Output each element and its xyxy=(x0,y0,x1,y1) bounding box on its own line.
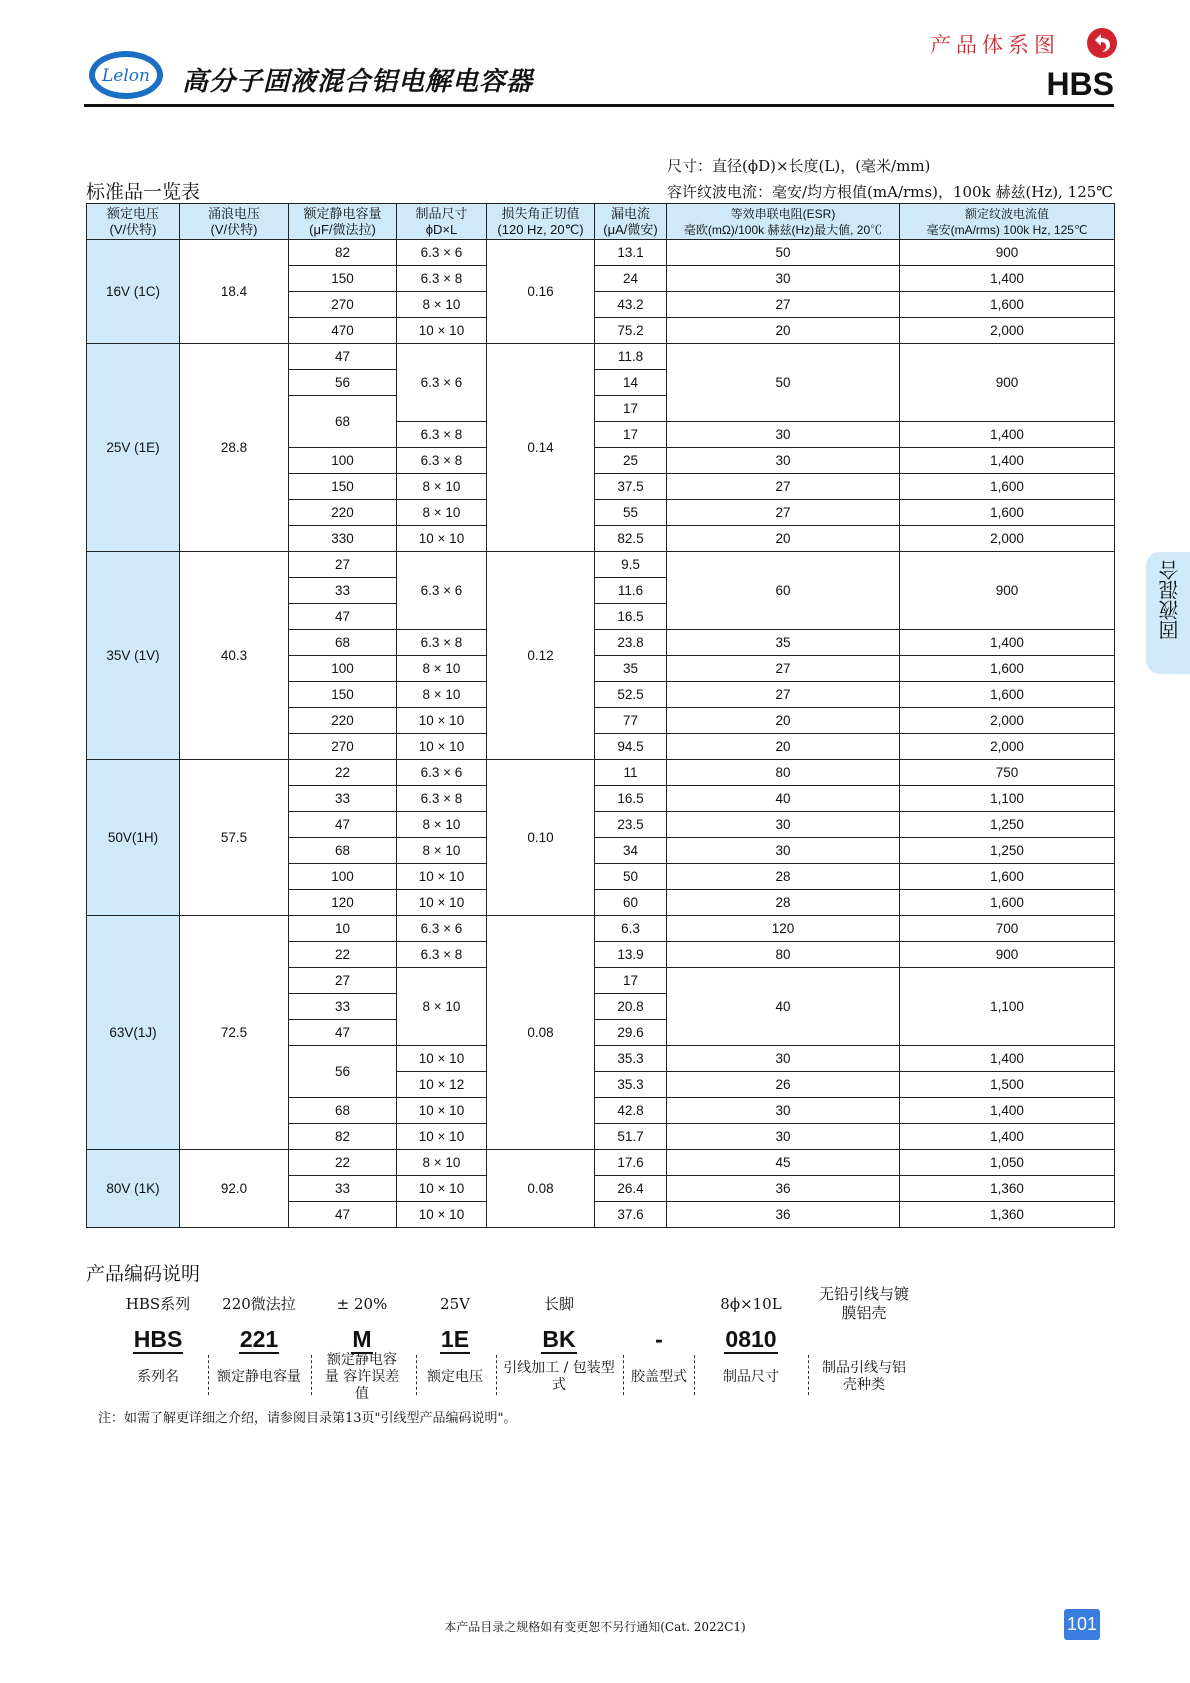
size-cell: 8 × 10 xyxy=(397,968,487,1046)
capacitance-cell: 56 xyxy=(289,1046,397,1098)
back-arrow-icon[interactable] xyxy=(1086,27,1118,59)
leakage-cell: 43.2 xyxy=(595,292,667,318)
size-cell: 8 × 10 xyxy=(397,1150,487,1176)
esr-cell: 30 xyxy=(667,1098,900,1124)
leakage-cell: 17 xyxy=(595,396,667,422)
code-value xyxy=(863,1326,865,1352)
rated-voltage-cell: 63V(1J) xyxy=(87,916,180,1150)
esr-cell: 30 xyxy=(667,422,900,448)
logo-text: Lelon xyxy=(102,66,150,86)
leakage-cell: 13.9 xyxy=(595,942,667,968)
code-desc: 制品引线与铝壳种类 xyxy=(822,1360,906,1393)
code-desc: 额定静电容量 xyxy=(217,1368,301,1385)
ripple-note: 容许纹波电流：毫安/均方根值(mA/rms)，100k 赫兹(Hz), 125℃ xyxy=(667,183,1114,201)
surge-voltage-cell: 40.3 xyxy=(180,552,289,760)
code-value: 221 xyxy=(239,1326,279,1352)
capacitance-cell: 68 xyxy=(289,1098,397,1124)
header-tan-delta: 损失角正切值 (120 Hz, 20℃) xyxy=(487,204,595,240)
code-value: BK xyxy=(542,1326,576,1352)
ripple-current-cell: 1,500 xyxy=(900,1072,1115,1098)
esr-cell: 50 xyxy=(667,240,900,266)
size-cell: 6.3 × 8 xyxy=(397,786,487,812)
size-cell: 6.3 × 6 xyxy=(397,240,487,266)
ripple-current-cell: 2,000 xyxy=(900,318,1115,344)
tan-delta-cell: 0.14 xyxy=(487,344,595,552)
code-value: M xyxy=(352,1326,372,1352)
esr-cell: 30 xyxy=(667,448,900,474)
ripple-current-cell: 2,000 xyxy=(900,708,1115,734)
leakage-cell: 11 xyxy=(595,760,667,786)
esr-cell: 27 xyxy=(667,474,900,500)
esr-cell: 45 xyxy=(667,1150,900,1176)
code-col-lead-case xyxy=(812,1285,916,1399)
size-cell: 6.3 × 8 xyxy=(397,630,487,656)
esr-cell: 36 xyxy=(667,1176,900,1202)
esr-cell: 20 xyxy=(667,734,900,760)
size-cell: 6.3 × 6 xyxy=(397,552,487,630)
esr-cell: 36 xyxy=(667,1202,900,1228)
esr-cell: 30 xyxy=(667,266,900,292)
header-divider xyxy=(84,104,1114,107)
product-system-link[interactable]: 产品体系图 xyxy=(930,33,1060,57)
ripple-current-cell: 900 xyxy=(900,240,1115,266)
code-col-capacitance xyxy=(212,1285,306,1399)
ripple-current-cell: 1,600 xyxy=(900,682,1115,708)
ripple-current-cell: 700 xyxy=(900,916,1115,942)
surge-voltage-cell: 72.5 xyxy=(180,916,289,1150)
code-desc: 系列名 xyxy=(137,1368,179,1385)
ripple-current-cell: 2,000 xyxy=(900,526,1115,552)
leakage-cell: 14 xyxy=(595,370,667,396)
leakage-cell: 37.6 xyxy=(595,1202,667,1228)
surge-voltage-cell: 28.8 xyxy=(180,344,289,552)
code-separator xyxy=(208,1355,209,1395)
leakage-cell: 42.8 xyxy=(595,1098,667,1124)
code-col-cap-type xyxy=(626,1285,692,1399)
leakage-cell: 77 xyxy=(595,708,667,734)
size-cell: 10 × 10 xyxy=(397,864,487,890)
code-col-size xyxy=(696,1285,806,1399)
surge-voltage-cell: 18.4 xyxy=(180,240,289,344)
header-surge-voltage: 涌浪电压 (V/伏特) xyxy=(180,204,289,240)
capacitance-cell: 470 xyxy=(289,318,397,344)
ripple-current-cell: 900 xyxy=(900,344,1115,422)
capacitance-cell: 33 xyxy=(289,1176,397,1202)
capacitance-cell: 47 xyxy=(289,1202,397,1228)
ripple-current-cell: 1,100 xyxy=(900,786,1115,812)
capacitance-cell: 33 xyxy=(289,786,397,812)
esr-cell: 30 xyxy=(667,838,900,864)
esr-cell: 20 xyxy=(667,708,900,734)
size-cell: 10 × 10 xyxy=(397,734,487,760)
leakage-cell: 23.5 xyxy=(595,812,667,838)
size-cell: 8 × 10 xyxy=(397,682,487,708)
ripple-current-cell: 900 xyxy=(900,942,1115,968)
leakage-cell: 75.2 xyxy=(595,318,667,344)
esr-cell: 30 xyxy=(667,1046,900,1072)
code-separator xyxy=(496,1355,497,1395)
rated-voltage-cell: 80V (1K) xyxy=(87,1150,180,1228)
esr-cell: 30 xyxy=(667,812,900,838)
ripple-current-cell: 1,400 xyxy=(900,448,1115,474)
leakage-cell: 6.3 xyxy=(595,916,667,942)
esr-cell: 26 xyxy=(667,1072,900,1098)
capacitance-cell: 33 xyxy=(289,994,397,1020)
size-cell: 6.3 × 6 xyxy=(397,344,487,422)
surge-voltage-cell: 57.5 xyxy=(180,760,289,916)
size-cell: 6.3 × 8 xyxy=(397,942,487,968)
capacitance-cell: 22 xyxy=(289,942,397,968)
series-code: HBS xyxy=(1046,66,1114,102)
tan-delta-cell: 0.08 xyxy=(487,1150,595,1228)
leakage-cell: 16.5 xyxy=(595,786,667,812)
leakage-cell: 29.6 xyxy=(595,1020,667,1046)
capacitance-cell: 33 xyxy=(289,578,397,604)
rated-voltage-cell: 25V (1E) xyxy=(87,344,180,552)
ripple-current-cell: 1,360 xyxy=(900,1176,1115,1202)
capacitance-cell: 47 xyxy=(289,344,397,370)
size-cell: 10 × 10 xyxy=(397,708,487,734)
ripple-current-cell: 1,600 xyxy=(900,500,1115,526)
capacitance-cell: 47 xyxy=(289,1020,397,1046)
capacitance-cell: 120 xyxy=(289,890,397,916)
ripple-current-cell: 1,250 xyxy=(900,838,1115,864)
ripple-current-cell: 2,000 xyxy=(900,734,1115,760)
ripple-current-cell: 1,400 xyxy=(900,1124,1115,1150)
ripple-current-cell: 1,400 xyxy=(900,266,1115,292)
ripple-current-cell: 1,600 xyxy=(900,864,1115,890)
code-value: - xyxy=(655,1326,663,1352)
code-desc: 制品尺寸 xyxy=(723,1368,779,1385)
code-example xyxy=(626,1285,692,1323)
code-example: 长脚 xyxy=(543,1294,574,1313)
ripple-current-cell: 1,400 xyxy=(900,1098,1115,1124)
ripple-current-cell: 1,600 xyxy=(900,292,1115,318)
code-col-tolerance xyxy=(314,1285,410,1402)
table-header-row xyxy=(87,204,1115,240)
size-cell: 10 × 10 xyxy=(397,890,487,916)
size-cell: 6.3 × 6 xyxy=(397,760,487,786)
capacitance-cell: 82 xyxy=(289,1124,397,1150)
esr-cell: 35 xyxy=(667,630,900,656)
capacitance-cell: 68 xyxy=(289,396,397,448)
capacitance-cell: 270 xyxy=(289,734,397,760)
tan-delta-cell: 0.16 xyxy=(487,240,595,344)
rated-voltage-cell: 35V (1V) xyxy=(87,552,180,760)
ripple-current-cell: 1,050 xyxy=(900,1150,1115,1176)
leakage-cell: 11.6 xyxy=(595,578,667,604)
table-row xyxy=(87,344,1115,370)
size-cell: 8 × 10 xyxy=(397,838,487,864)
esr-cell: 50 xyxy=(667,344,900,422)
leakage-cell: 13.1 xyxy=(595,240,667,266)
code-separator xyxy=(416,1355,417,1395)
leakage-cell: 34 xyxy=(595,838,667,864)
ripple-current-cell: 1,400 xyxy=(900,1046,1115,1072)
ripple-current-cell: 750 xyxy=(900,760,1115,786)
code-separator xyxy=(694,1355,695,1395)
page-number: 101 xyxy=(1064,1609,1100,1640)
document-title: 高分子固液混合铝电解电容器 xyxy=(182,67,534,97)
capacitance-cell: 68 xyxy=(289,630,397,656)
leakage-cell: 60 xyxy=(595,890,667,916)
esr-cell: 28 xyxy=(667,864,900,890)
ripple-current-cell: 1,600 xyxy=(900,474,1115,500)
footnote: 注：如需了解更详细之介绍，请参阅目录第13页"引线型产品编码说明"。 xyxy=(98,1411,517,1426)
leakage-cell: 82.5 xyxy=(595,526,667,552)
esr-cell: 30 xyxy=(667,1124,900,1150)
size-cell: 6.3 × 8 xyxy=(397,266,487,292)
esr-cell: 60 xyxy=(667,552,900,630)
capacitance-cell: 10 xyxy=(289,916,397,942)
size-cell: 10 × 10 xyxy=(397,1124,487,1150)
header-ripple-current: 额定纹波电流值 毫安(mA/rms) 100k Hz, 125℃ xyxy=(900,204,1115,240)
rated-voltage-cell: 50V(1H) xyxy=(87,760,180,916)
leakage-cell: 52.5 xyxy=(595,682,667,708)
capacitance-cell: 22 xyxy=(289,1150,397,1176)
leakage-cell: 17.6 xyxy=(595,1150,667,1176)
ripple-current-cell: 1,360 xyxy=(900,1202,1115,1228)
size-cell: 8 × 10 xyxy=(397,812,487,838)
code-example: ± 20% xyxy=(336,1294,388,1313)
size-cell: 6.3 × 6 xyxy=(397,916,487,942)
ripple-current-cell: 1,400 xyxy=(900,422,1115,448)
capacitance-cell: 82 xyxy=(289,240,397,266)
table-row xyxy=(87,240,1115,266)
ripple-current-cell: 900 xyxy=(900,552,1115,630)
rated-voltage-cell: 16V (1C) xyxy=(87,240,180,344)
header-rated-voltage: 额定电压 (V/伏特) xyxy=(87,204,180,240)
table-title: 标准品一览表 xyxy=(86,181,201,203)
capacitance-cell: 27 xyxy=(289,968,397,994)
side-tab-label: 固液混合 xyxy=(1158,560,1182,640)
ripple-current-cell: 1,600 xyxy=(900,890,1115,916)
leakage-cell: 11.8 xyxy=(595,344,667,370)
esr-cell: 40 xyxy=(667,786,900,812)
leakage-cell: 51.7 xyxy=(595,1124,667,1150)
leakage-cell: 35 xyxy=(595,656,667,682)
size-cell: 10 × 10 xyxy=(397,1046,487,1072)
table-row xyxy=(87,1150,1115,1176)
side-tab[interactable] xyxy=(1146,552,1190,674)
leakage-cell: 37.5 xyxy=(595,474,667,500)
ripple-current-cell: 1,250 xyxy=(900,812,1115,838)
leakage-cell: 20.8 xyxy=(595,994,667,1020)
table-row xyxy=(87,916,1115,942)
code-separator xyxy=(808,1355,809,1395)
esr-cell: 28 xyxy=(667,890,900,916)
code-example: 25V xyxy=(440,1294,470,1313)
esr-cell: 27 xyxy=(667,682,900,708)
capacitance-cell: 47 xyxy=(289,604,397,630)
capacitance-cell: 270 xyxy=(289,292,397,318)
header-capacitance: 额定静电容量 (μF/微法拉) xyxy=(289,204,397,240)
size-note: 尺寸：直径(ϕD)×长度(L)，(毫米/mm) xyxy=(667,157,931,175)
footer-note: 本产品目录之规格如有变更恕不另行通知(Cat. 2022C1) xyxy=(444,1620,746,1634)
ripple-current-cell: 1,100 xyxy=(900,968,1115,1046)
capacitance-cell: 56 xyxy=(289,370,397,396)
capacitance-cell: 27 xyxy=(289,552,397,578)
leakage-cell: 50 xyxy=(595,864,667,890)
leakage-cell: 17 xyxy=(595,422,667,448)
capacitance-cell: 220 xyxy=(289,708,397,734)
capacitance-cell: 150 xyxy=(289,474,397,500)
header-leakage: 漏电流 (μA/微安) xyxy=(595,204,667,240)
code-separator xyxy=(311,1355,312,1395)
header-esr: 等效串联电阻(ESR) 毫欧(mΩ)/100k 赫兹(Hz)最大値, 20℃ xyxy=(667,204,900,240)
capacitance-cell: 100 xyxy=(289,656,397,682)
code-value: 1E xyxy=(440,1326,470,1352)
code-desc: 引线加工 / 包装型式 xyxy=(503,1360,615,1393)
code-col-lead-type xyxy=(498,1285,620,1399)
leakage-cell: 35.3 xyxy=(595,1072,667,1098)
ripple-current-cell: 1,600 xyxy=(900,656,1115,682)
leakage-cell: 16.5 xyxy=(595,604,667,630)
size-cell: 8 × 10 xyxy=(397,292,487,318)
surge-voltage-cell: 92.0 xyxy=(180,1150,289,1228)
size-cell: 10 × 10 xyxy=(397,1202,487,1228)
leakage-cell: 9.5 xyxy=(595,552,667,578)
code-col-voltage xyxy=(418,1285,492,1399)
size-cell: 10 × 10 xyxy=(397,1098,487,1124)
size-cell: 10 × 12 xyxy=(397,1072,487,1098)
size-cell: 8 × 10 xyxy=(397,656,487,682)
esr-cell: 27 xyxy=(667,500,900,526)
leakage-cell: 23.8 xyxy=(595,630,667,656)
code-desc: 额定电压 xyxy=(427,1368,483,1385)
capacitance-cell: 150 xyxy=(289,682,397,708)
capacitance-cell: 22 xyxy=(289,760,397,786)
code-example: HBS系列 xyxy=(125,1294,191,1313)
esr-cell: 20 xyxy=(667,526,900,552)
capacitance-cell: 68 xyxy=(289,838,397,864)
spec-table xyxy=(86,203,1115,1228)
size-cell: 10 × 10 xyxy=(397,318,487,344)
esr-cell: 40 xyxy=(667,968,900,1046)
table-row xyxy=(87,552,1115,578)
leakage-cell: 35.3 xyxy=(595,1046,667,1072)
capacitance-cell: 47 xyxy=(289,812,397,838)
code-desc: 胶盖型式 xyxy=(631,1368,687,1385)
esr-cell: 120 xyxy=(667,916,900,942)
tan-delta-cell: 0.08 xyxy=(487,916,595,1150)
leakage-cell: 55 xyxy=(595,500,667,526)
code-col-series xyxy=(118,1285,198,1399)
table-row xyxy=(87,760,1115,786)
tan-delta-cell: 0.12 xyxy=(487,552,595,760)
size-cell: 10 × 10 xyxy=(397,1176,487,1202)
capacitance-cell: 330 xyxy=(289,526,397,552)
size-cell: 8 × 10 xyxy=(397,474,487,500)
size-cell: 8 × 10 xyxy=(397,500,487,526)
tan-delta-cell: 0.10 xyxy=(487,760,595,916)
ripple-current-cell: 1,400 xyxy=(900,630,1115,656)
code-value: HBS xyxy=(133,1326,183,1352)
esr-cell: 80 xyxy=(667,942,900,968)
capacitance-cell: 150 xyxy=(289,266,397,292)
code-value: 0810 xyxy=(725,1326,777,1352)
code-example: 220微法拉 xyxy=(222,1294,296,1313)
esr-cell: 20 xyxy=(667,318,900,344)
leakage-cell: 25 xyxy=(595,448,667,474)
code-separator xyxy=(623,1355,624,1395)
leakage-cell: 94.5 xyxy=(595,734,667,760)
leakage-cell: 24 xyxy=(595,266,667,292)
code-desc: 额定静电容量 容许误差值 xyxy=(324,1351,400,1402)
lelon-logo xyxy=(86,48,166,102)
capacitance-cell: 100 xyxy=(289,864,397,890)
capacitance-cell: 220 xyxy=(289,500,397,526)
size-cell: 10 × 10 xyxy=(397,526,487,552)
leakage-cell: 26.4 xyxy=(595,1176,667,1202)
code-example: 无铅引线与镀膜铝壳 xyxy=(818,1285,909,1322)
code-section-title: 产品编码说明 xyxy=(86,1263,201,1285)
code-example: 8ϕ×10L xyxy=(720,1294,782,1313)
leakage-cell: 17 xyxy=(595,968,667,994)
capacitance-cell: 100 xyxy=(289,448,397,474)
esr-cell: 27 xyxy=(667,656,900,682)
header-size: 制品尺寸 ϕD×L xyxy=(397,204,487,240)
size-cell: 6.3 × 8 xyxy=(397,422,487,448)
esr-cell: 80 xyxy=(667,760,900,786)
size-cell: 6.3 × 8 xyxy=(397,448,487,474)
esr-cell: 27 xyxy=(667,292,900,318)
